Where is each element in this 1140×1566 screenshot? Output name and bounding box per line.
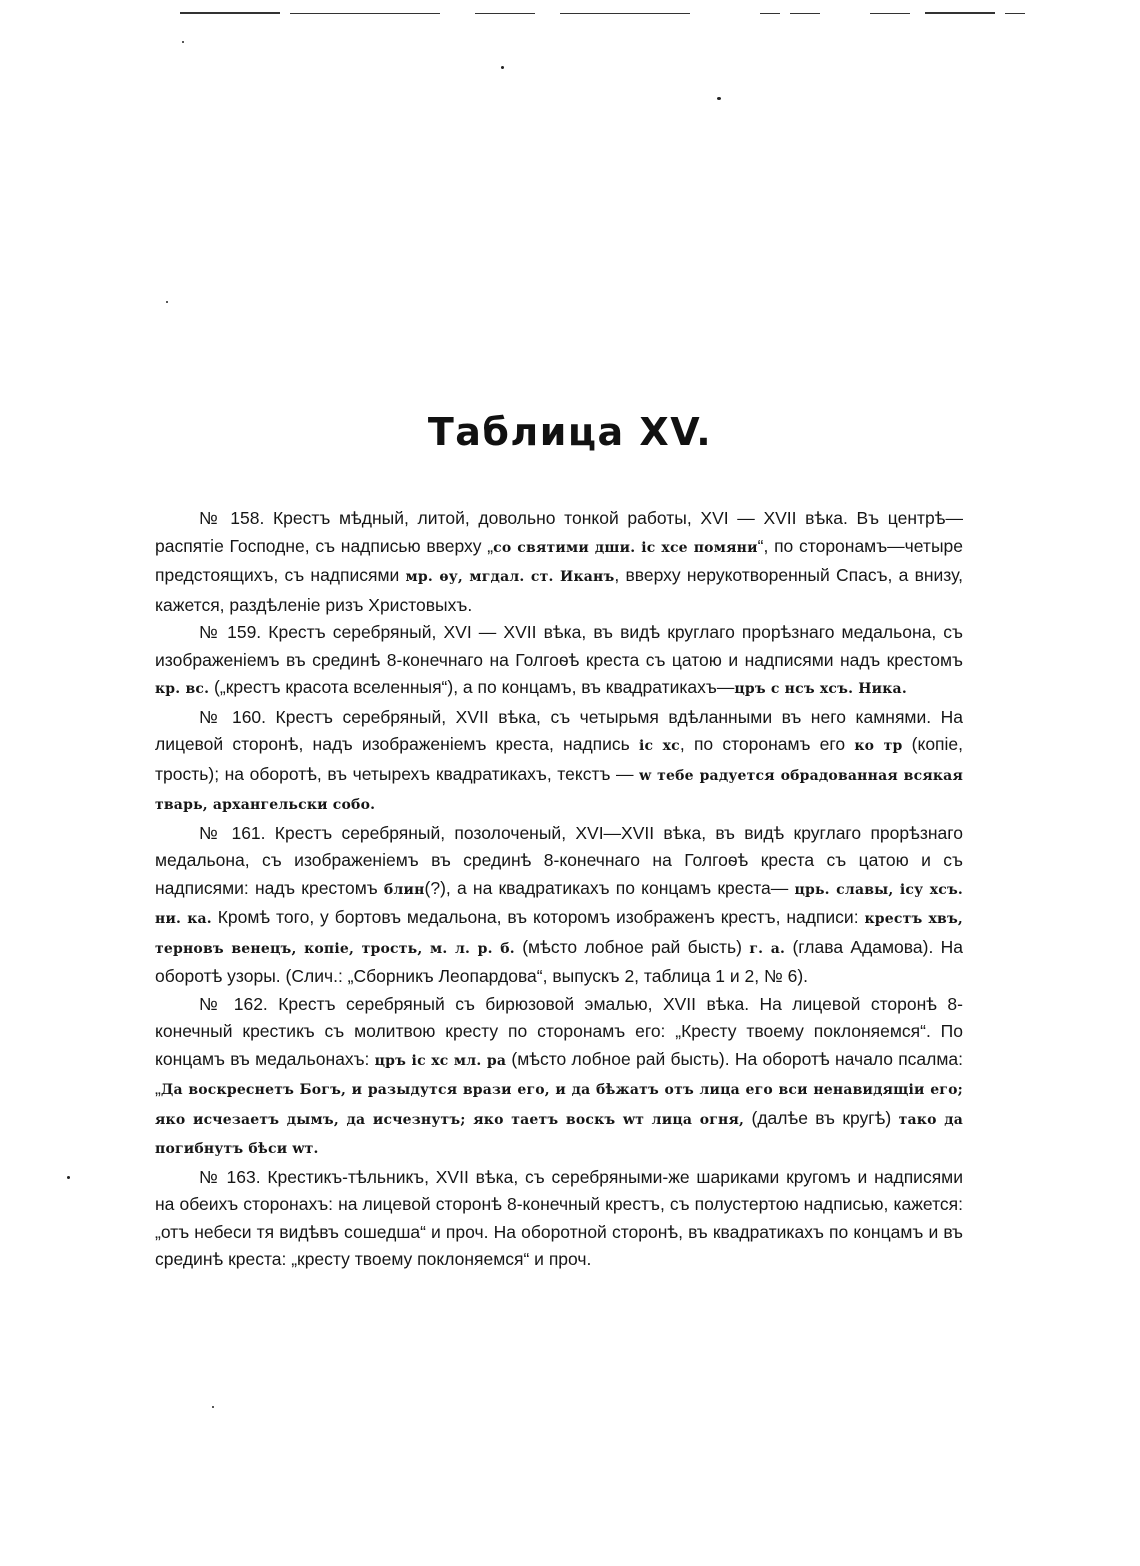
entry-text: , вверху нерукотворенный Спасъ, а внизу, кажется, раздѣленіе ризъ Христовыхъ. — [155, 565, 963, 615]
scan-speck — [717, 97, 721, 100]
catalogue-entry — [155, 505, 963, 619]
catalogue-entry — [155, 991, 963, 1164]
entry-text: , по сторонамъ его — [679, 734, 855, 754]
entry-text: “, по сторонамъ—четыре предстоящихъ, съ надписями — [155, 535, 963, 585]
entry-text: № 159. Крестъ серебряный, XVI — XVII вѣка, въ видѣ круглаго прорѣзнаго медальона, съ изображеніемъ въ срединѣ 8-конечнаго на Голгоѳѣ креста съ цатою и надписями надъ крестомъ — [155, 622, 963, 670]
scan-artifact — [1005, 13, 1025, 14]
entry-text: № 161. Крестъ серебряный, позолоченый, XVI—XVII вѣка, въ видѣ круглаго прорѣзнаго медальона, съ изображеніемъ въ срединѣ 8-конечнаго на Голгоѳѣ креста съ цатою и съ надписями: надъ крестомъ — [155, 822, 963, 898]
scan-artifact — [870, 13, 910, 14]
entry-text: № 160. Крестъ серебряный, XVII вѣка, съ четырьмя вдѣланными въ него камнями. На лицевой сторонѣ, надъ изображеніемъ креста, надпись — [155, 706, 963, 754]
scan-artifact — [290, 13, 440, 14]
scan-speck — [501, 66, 504, 69]
entry-text: (глава Адамова). На оборотѣ узоры. (Слич.: „Сборникъ Леопардова“, выпускъ 2, таблица 1 и 2, № 6). — [155, 936, 964, 986]
scan-artifact — [180, 12, 280, 14]
church-slavonic-inscription: крестъ хвъ, терновъ венецъ, копіе, трость, м. л. р. б. — [155, 911, 963, 957]
scan-artifact — [560, 13, 690, 14]
church-slavonic-inscription: блин — [383, 881, 425, 898]
scan-artifact — [925, 12, 995, 14]
church-slavonic-inscription: со святими дши. іс хсе помяни — [493, 539, 758, 556]
scan-speck — [182, 41, 184, 43]
entry-text: (копіе, трость); на оборотѣ, въ четырехъ квадратикахъ, текстъ — — [155, 734, 964, 784]
entry-text: (?), а на квадратикахъ по концамъ креста— — [424, 877, 795, 898]
entry-text: Кромѣ того, у бортовъ медальона, въ которомъ изображенъ крестъ, надписи: — [211, 907, 865, 927]
entry-text: (далѣе въ кругѣ) — [744, 1107, 899, 1128]
catalogue-entry — [155, 704, 963, 820]
catalogue-entry — [155, 619, 963, 704]
church-slavonic-inscription: цръ с нсъ хсъ. Ника. — [734, 681, 907, 697]
church-slavonic-inscription: тако да погибнутъ бѣси wт. — [155, 1111, 963, 1157]
catalogue-entry — [155, 820, 963, 991]
scan-artifact — [790, 13, 820, 14]
scan-speck — [212, 1406, 214, 1408]
church-slavonic-inscription: мр. ѳу, мгдал. ст. Иканъ — [405, 569, 615, 585]
entry-text: (мѣсто лобное рай бысть). На оборотѣ начало псалма: „ — [155, 1048, 963, 1098]
scan-speck — [166, 301, 168, 303]
church-slavonic-inscription: ко тр — [854, 738, 903, 754]
catalogue-entry — [155, 1164, 963, 1274]
entry-text: № 163. Крестикъ-тѣльникъ, XVII вѣка, съ серебряными-же шариками кругомъ и надписями на обеихъ сторонахъ: на лицевой сторонѣ 8-конечный крестъ, съ полустертою надписью, кажется: „отъ небеси тя видѣвъ сошедша“ и проч. На оборотной сторонѣ, въ квадратикахъ по концамъ и въ срединѣ креста: „кресту твоему поклоняемся“ и проч. — [155, 1166, 963, 1269]
entry-text: (мѣсто лобное рай бысть) — [514, 936, 750, 957]
church-slavonic-inscription: кр. вс. — [155, 681, 210, 697]
church-slavonic-inscription: г. а. — [749, 940, 786, 957]
church-slavonic-inscription: Да воскреснетъ Богъ, и разыдутся врази его, и да бѣжатъ отъ лица его вси ненавидящіи его; яко исчезаетъ дымъ, да исчезнутъ; яко таетъ воскъ wт лица огня, — [155, 1082, 963, 1128]
church-slavonic-inscription: цръ іс хс мл. ра — [374, 1052, 507, 1069]
entry-text: („крестъ красота вселенныя“), а по концамъ, въ квадратикахъ— — [209, 677, 735, 697]
scan-artifact — [475, 13, 535, 14]
page-title: Таблица XV. — [427, 410, 713, 454]
entry-text: № 158. Крестъ мѣдный, литой, довольно тонкой работы, XVI — XVII вѣка. Въ центрѣ—распятіе Господне, съ надписью вверху „ — [155, 508, 963, 556]
entry-text: № 162. Крестъ серебряный съ бирюзовой эмалью, XVII вѣка. На лицевой сторонѣ 8-конечный крестикъ съ молитвою кресту по сторонамъ его: „Кресту твоему поклоняемся“. По концамъ въ медальонахъ: — [155, 993, 963, 1069]
church-slavonic-inscription: w тебе радуется обрадованная всякая тварь, архангельски собо. — [155, 767, 963, 813]
church-slavonic-inscription: црь. славы, ісу хсъ. ни. ка. — [155, 881, 963, 927]
scan-speck — [67, 1176, 70, 1179]
scan-artifact — [760, 13, 780, 14]
catalogue-text — [155, 505, 963, 1274]
church-slavonic-inscription: іс хс — [638, 738, 680, 754]
